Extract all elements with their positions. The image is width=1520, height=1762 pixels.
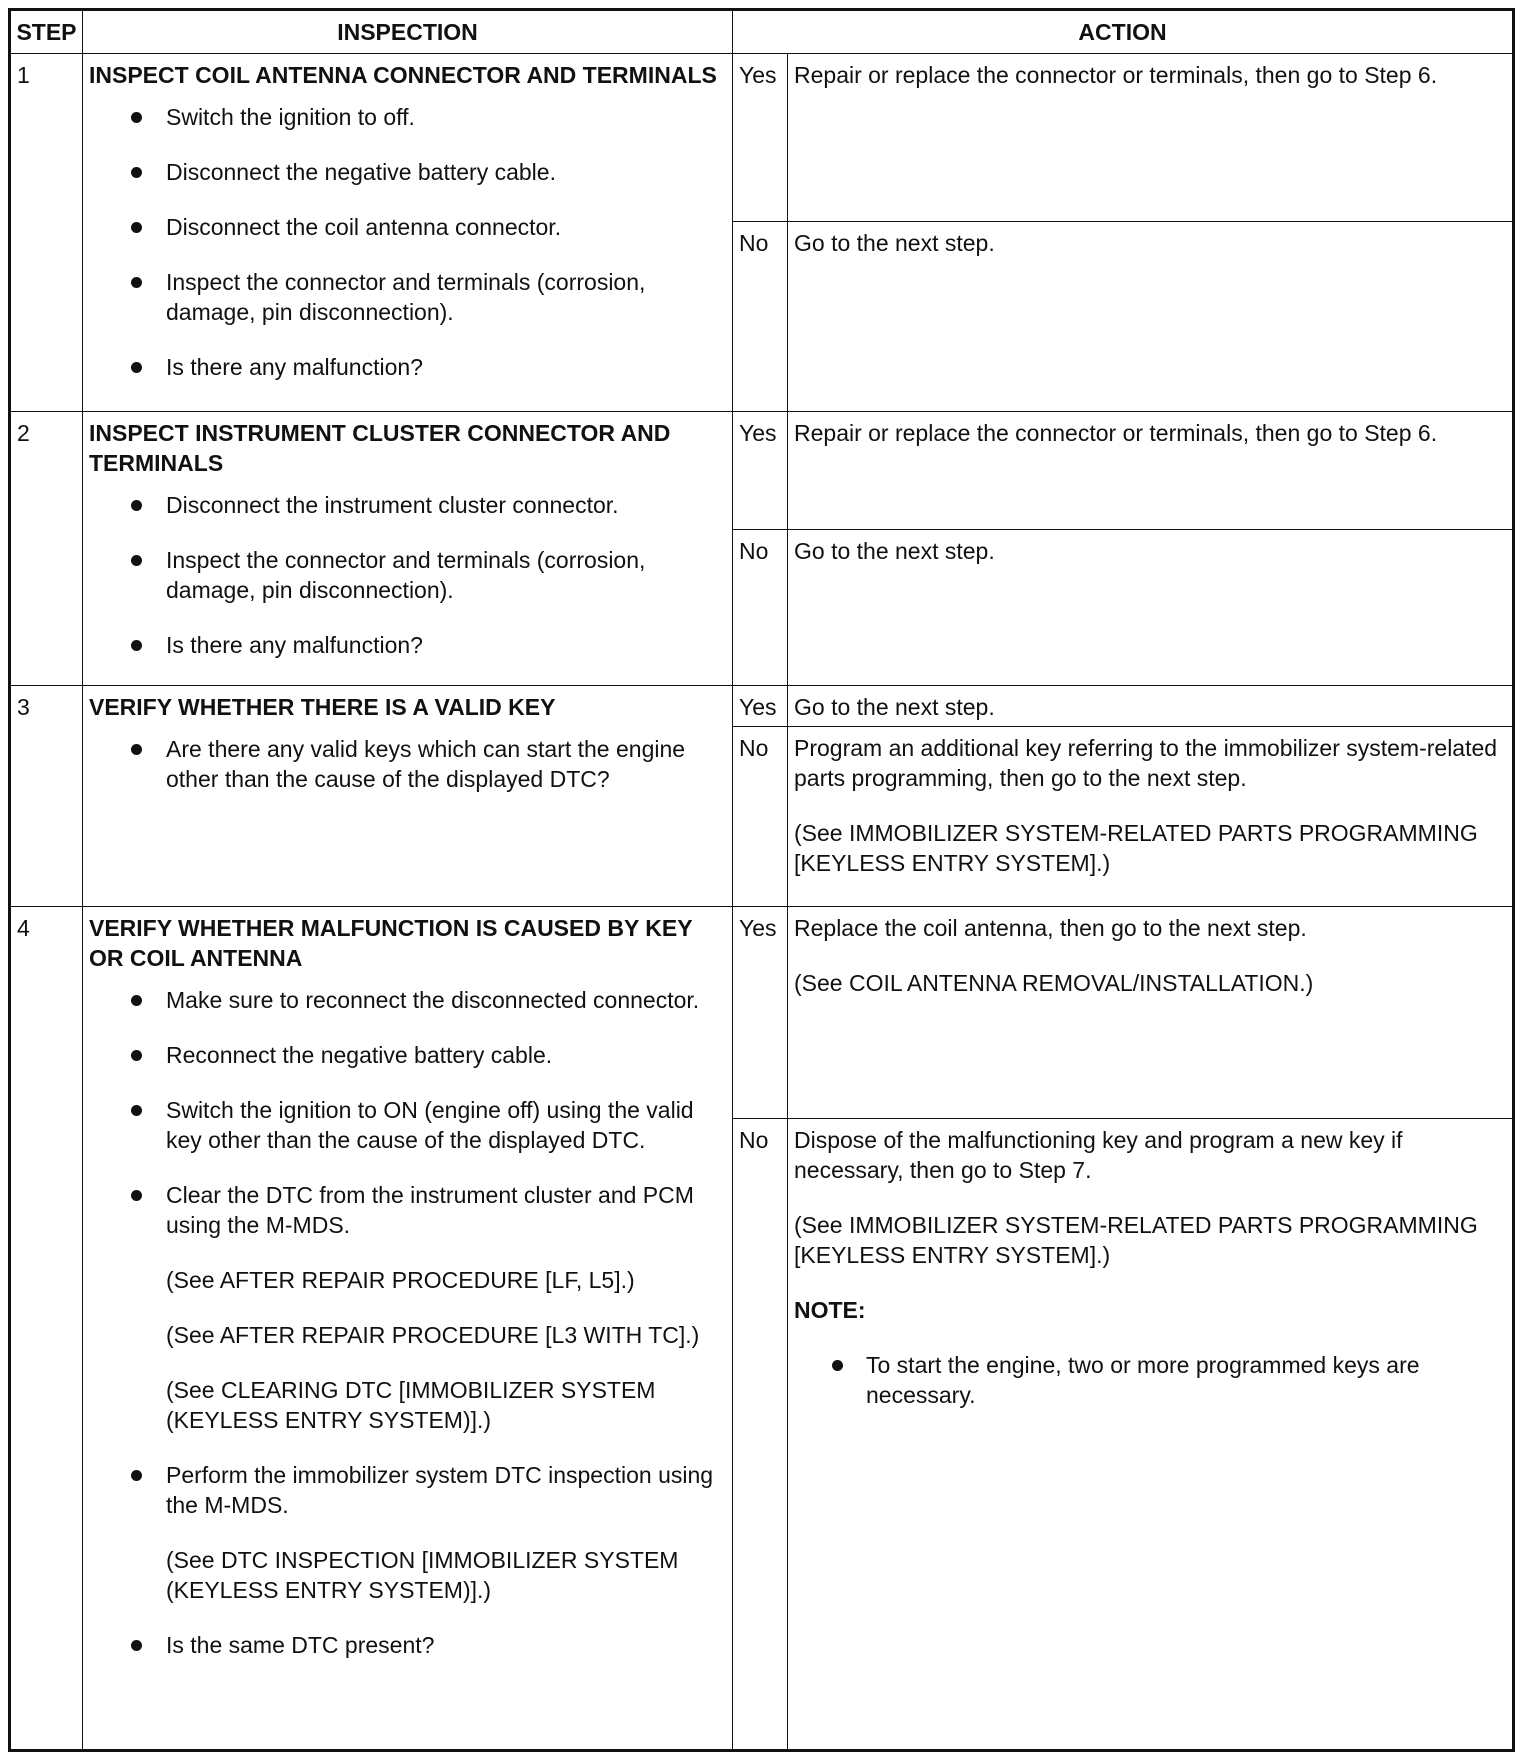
reference-text: (See DTC INSPECTION [IMMOBILIZER SYSTEM (KEYLESS ENTRY SYSTEM)].) — [166, 1547, 679, 1604]
list-item: Reconnect the negative battery cable. — [131, 1040, 726, 1070]
list-item: Is the same DTC present? — [131, 1630, 726, 1660]
action-text: Repair or replace the connector or terminals, then go to Step 6. — [794, 420, 1438, 447]
yes-action — [788, 412, 1514, 530]
step-1-inspection — [83, 54, 733, 412]
list-item: Switch the ignition to ON (engine off) using the valid key other than the cause of the displayed DTC. — [131, 1095, 726, 1155]
note-list — [794, 1350, 1506, 1410]
list-item: Disconnect the negative battery cable. — [131, 157, 726, 187]
no-action — [788, 1119, 1514, 1751]
header-row — [10, 10, 1514, 54]
yes-action — [788, 54, 1514, 222]
yes-label: Yes — [733, 412, 788, 530]
step-2-inspection — [83, 412, 733, 686]
list-item: Disconnect the instrument cluster connector. — [131, 490, 726, 520]
action-text: Go to the next step. — [794, 538, 995, 565]
step-title: VERIFY WHETHER THERE IS A VALID KEY — [89, 694, 556, 721]
no-label: No — [733, 1119, 788, 1751]
note-item: To start the engine, two or more programmed keys are necessary. — [832, 1350, 1506, 1410]
list-item-text: Perform the immobilizer system DTC inspection using the M-MDS. — [166, 1462, 714, 1519]
no-action — [788, 222, 1514, 412]
header-step: STEP — [10, 10, 83, 54]
step-3-yes-row — [10, 686, 1514, 727]
step-4-inspection — [83, 907, 733, 1751]
inspection-list — [89, 985, 726, 1660]
no-label: No — [733, 222, 788, 412]
list-item: Make sure to reconnect the disconnected connector. — [131, 985, 726, 1015]
yes-action — [788, 907, 1514, 1119]
yes-action — [788, 686, 1514, 727]
action-reference: (See IMMOBILIZER SYSTEM-RELATED PARTS PROGRAMMING [KEYLESS ENTRY SYSTEM].) — [794, 820, 1478, 877]
step-4-yes-row — [10, 907, 1514, 1119]
reference-text: (See CLEARING DTC [IMMOBILIZER SYSTEM (KEYLESS ENTRY SYSTEM)].) — [166, 1377, 656, 1434]
step-number: 3 — [10, 686, 83, 907]
step-number: 2 — [10, 412, 83, 686]
list-item: Inspect the connector and terminals (corrosion, damage, pin disconnection). — [131, 267, 726, 327]
yes-label: Yes — [733, 686, 788, 727]
yes-label: Yes — [733, 54, 788, 222]
step-title: VERIFY WHETHER MALFUNCTION IS CAUSED BY KEY OR COIL ANTENNA — [89, 915, 693, 972]
action-reference: (See COIL ANTENNA REMOVAL/INSTALLATION.) — [794, 970, 1314, 997]
list-item: Disconnect the coil antenna connector. — [131, 212, 726, 242]
list-item: Is there any malfunction? — [131, 352, 726, 382]
action-text: Go to the next step. — [794, 694, 995, 721]
list-item: Is there any malfunction? — [131, 630, 726, 660]
action-text: Dispose of the malfunctioning key and program a new key if necessary, then go to Step 7. — [794, 1127, 1403, 1184]
note-label: NOTE: — [794, 1297, 866, 1324]
step-number: 1 — [10, 54, 83, 412]
no-label: No — [733, 727, 788, 907]
list-item — [131, 1180, 726, 1435]
step-title: INSPECT COIL ANTENNA CONNECTOR AND TERMINALS — [89, 62, 717, 88]
list-item — [131, 1460, 726, 1605]
reference-text: (See AFTER REPAIR PROCEDURE [LF, L5].) — [166, 1267, 635, 1294]
no-label: No — [733, 530, 788, 686]
step-number: 4 — [10, 907, 83, 1751]
list-item-text: Clear the DTC from the instrument cluster and PCM using the M-MDS. — [166, 1182, 694, 1239]
step-2-yes-row — [10, 412, 1514, 530]
header-action: ACTION — [733, 10, 1514, 54]
header-inspection: INSPECTION — [83, 10, 733, 54]
action-text: Go to the next step. — [794, 230, 995, 256]
action-text: Replace the coil antenna, then go to the next step. — [794, 915, 1307, 942]
inspection-list — [89, 734, 726, 794]
action-reference: (See IMMOBILIZER SYSTEM-RELATED PARTS PROGRAMMING [KEYLESS ENTRY SYSTEM].) — [794, 1212, 1478, 1269]
diagnostic-procedure-table — [8, 8, 1515, 1752]
inspection-list — [89, 102, 726, 382]
action-text: Repair or replace the connector or terminals, then go to Step 6. — [794, 62, 1438, 88]
list-item: Are there any valid keys which can start the engine other than the cause of the displayed DTC? — [131, 734, 726, 794]
step-3-inspection — [83, 686, 733, 907]
reference-text: (See AFTER REPAIR PROCEDURE [L3 WITH TC].) — [166, 1322, 700, 1349]
yes-label: Yes — [733, 907, 788, 1119]
no-action — [788, 727, 1514, 907]
list-item: Switch the ignition to off. — [131, 102, 726, 132]
list-item: Inspect the connector and terminals (corrosion, damage, pin disconnection). — [131, 545, 726, 605]
inspection-list — [89, 490, 726, 660]
action-text: Program an additional key referring to the immobilizer system-related parts programming, then go to the next step. — [794, 735, 1498, 792]
step-1-yes-row — [10, 54, 1514, 222]
no-action — [788, 530, 1514, 686]
step-title: INSPECT INSTRUMENT CLUSTER CONNECTOR AND TERMINALS — [89, 420, 671, 477]
